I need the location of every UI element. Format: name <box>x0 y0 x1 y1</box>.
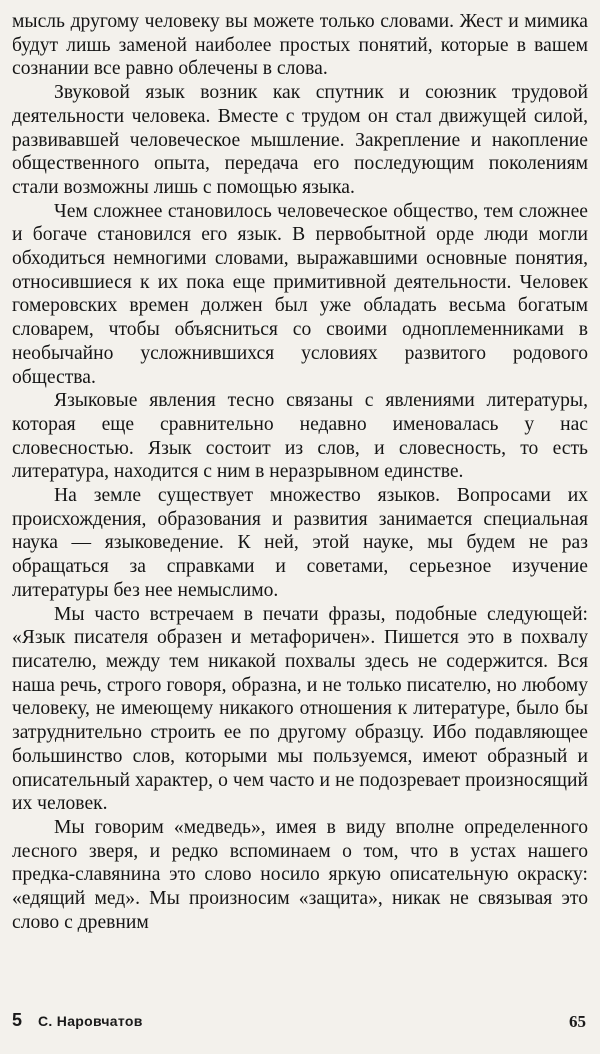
paragraph: Языковые явления тесно связаны с явлениями литературы, которая еще сравнительно недавно именовалась у нас словесностью. Язык состоит из слов, и словесность, то есть литература, находится с ним в неразрывном единстве. <box>12 390 588 483</box>
signature-number: 5 <box>12 1010 23 1030</box>
paragraph: На земле существует множество языков. Вопросами их происхождения, образования и развития занимается специальная наука — языковедение. К ней, этой науке, мы будем не раз обращаться за справками и советами, серьезное изучение литературы без нее немыслимо. <box>12 485 588 601</box>
page-text <box>12 10 588 934</box>
paragraph: Звуковой язык возник как спутник и союзник трудовой деятельности человека. Вместе с трудом он стал движущей силой, развивавшей человеческое мышление. Закрепление и накопление общественного опыта, передача его последующим поколениям стали возможны лишь с помощью языка. <box>12 82 588 198</box>
signature-author: С. Наровчатов <box>38 1013 143 1029</box>
paragraph: Мы часто встречаем в печати фразы, подобные следующей: «Язык писателя образен и метафоричен». Пишется это в похвалу писателю, между тем никакой похвалы здесь не содержится. Вся наша речь, строго говоря, образна, и не только писателю, но любому человеку, не имеющему никакого отношения к литературе, было бы затруднительно строить ее по другому образцу. Ибо подавляющее большинство слов, которыми мы пользуемся, имеют образный и описательный характер, о чем часто и не подозревает произносящий их человек. <box>12 603 588 815</box>
page-number: 65 <box>569 1012 586 1031</box>
paragraph: Мы говорим «медведь», имея в виду вполне определенного лесного зверя, и редко вспоминаем о том, что в устах нашего предка-славянина это слово носило яркую описательную окраску: «едящий мед». Мы произносим «защита», никак не связывая это слово с древним <box>12 816 588 933</box>
page-footer <box>12 1010 586 1040</box>
paragraph: Чем сложнее становилось человеческое общество, тем сложнее и богаче становился его язык. В первобытной орде люди могли обходиться немногими словами, выражавшими основные понятия, относившиеся к их пока еще примитивной деятельности. Человек гомеровских времен должен был уже обладать весьма богатым словарем, чтобы объясниться со своими одноплеменниками в необычайно усложнившихся условиях развитого родового общества. <box>12 200 588 388</box>
paragraph-continuation: мысль другому человеку вы можете только словами. Жест и мимика будут лишь заменой наиболее простых понятий, которые в вашем сознании все равно облечены в слова. <box>12 11 588 80</box>
